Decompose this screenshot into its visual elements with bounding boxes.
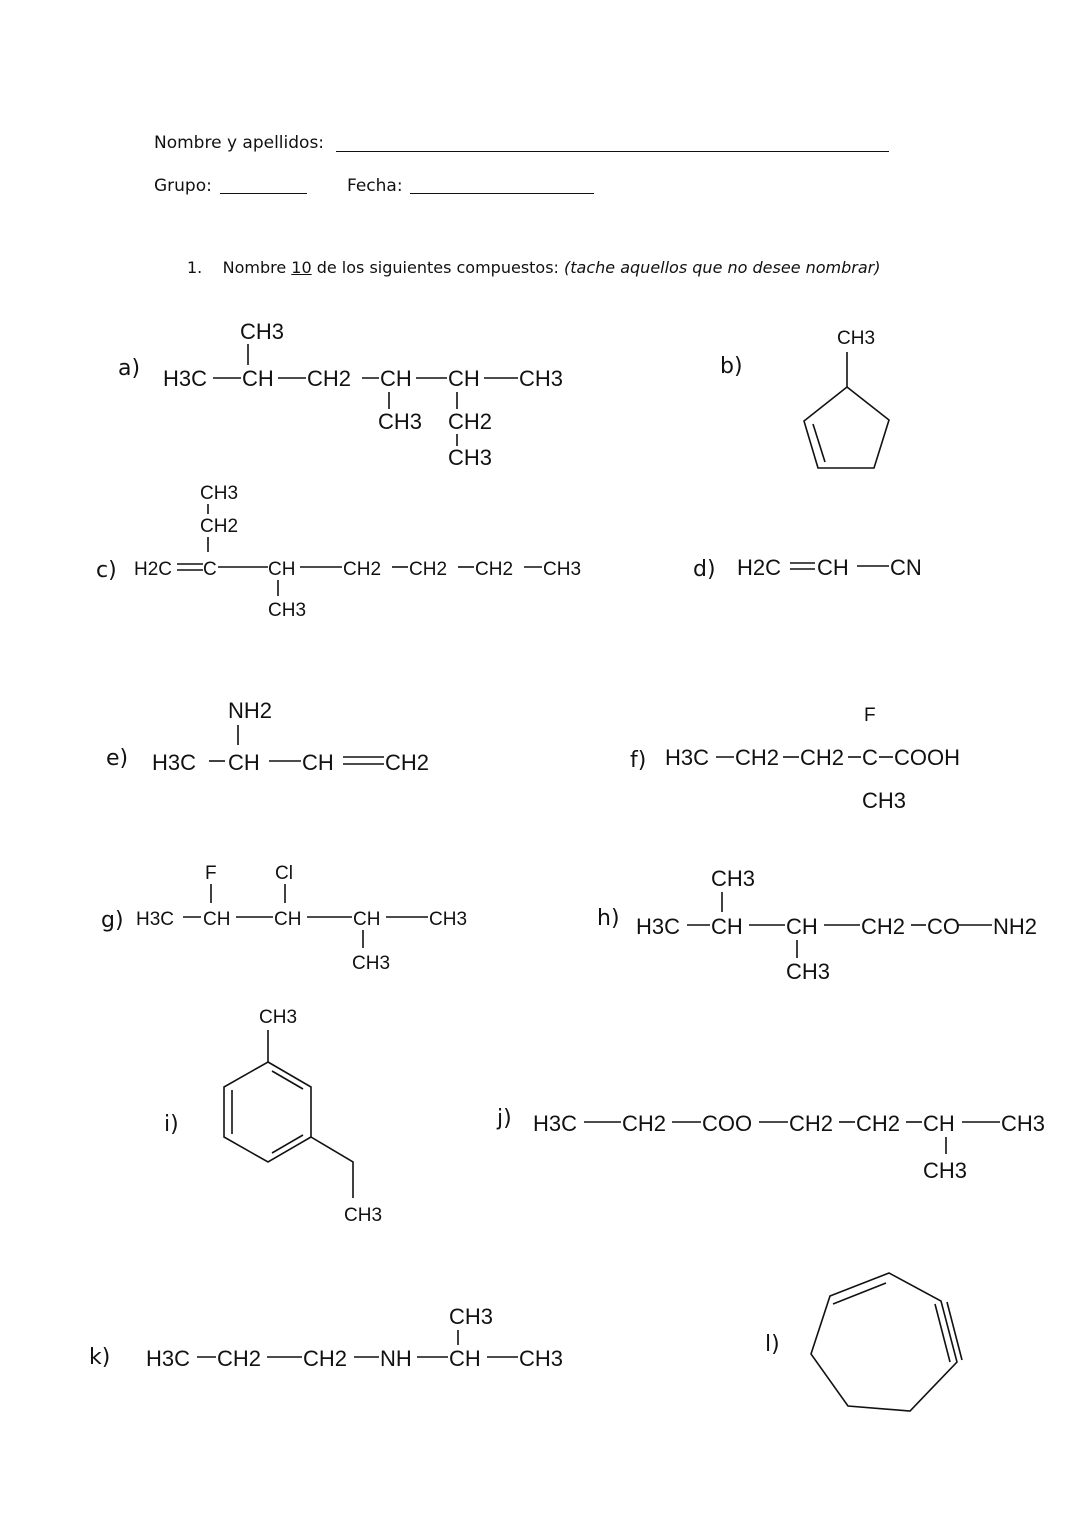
compound-j-atom: H3C: [533, 1111, 578, 1136]
compound-g-top: Cl: [275, 863, 293, 884]
compound-h-label: h): [597, 906, 620, 931]
compound-h: [597, 866, 1037, 984]
compound-c-label: c): [96, 558, 117, 583]
compound-a-atom: CH3: [519, 366, 564, 391]
compound-h-top: CH3: [711, 866, 756, 891]
compound-g-atom: CH: [274, 909, 302, 930]
compound-k-atom: CH: [449, 1346, 481, 1371]
compound-a-sub: CH2: [448, 409, 493, 434]
compound-c-atom: CH3: [543, 559, 582, 580]
compound-g-atom: CH: [353, 909, 381, 930]
compound-f-atom: CH2: [735, 745, 780, 770]
compound-e: [106, 698, 429, 775]
compound-c-atom: CH: [268, 559, 296, 580]
compound-a-atom: CH: [380, 366, 412, 391]
compound-c: [96, 483, 581, 621]
compound-e-atom: CH: [228, 750, 260, 775]
compound-c-atom: CH2: [343, 559, 382, 580]
compound-g-atom: CH3: [429, 909, 468, 930]
compound-a-top: CH3: [240, 319, 285, 344]
compound-d-atom: H2C: [737, 555, 782, 580]
compound-i: [164, 1007, 382, 1226]
compound-f-atom: C: [862, 745, 878, 770]
compound-d-atom: CH: [817, 555, 849, 580]
compound-a-atom: CH: [448, 366, 480, 391]
compound-a-atom: CH2: [307, 366, 352, 391]
compound-c-top: CH3: [200, 483, 239, 504]
compound-h-atom: NH2: [993, 914, 1038, 939]
compound-i-top: CH3: [259, 1007, 298, 1028]
question-text-mid: de los siguientes compuestos:: [311, 258, 565, 277]
compound-g-sub: CH3: [352, 953, 391, 974]
compound-j-sub: CH3: [923, 1158, 968, 1183]
compound-a-sub: CH3: [448, 445, 493, 470]
compound-j: [496, 1106, 1045, 1183]
compound-j-atom: COO: [702, 1111, 753, 1136]
compound-g-top: F: [205, 863, 217, 884]
compound-h-atom: CH: [711, 914, 743, 939]
compound-j-atom: CH2: [789, 1111, 834, 1136]
compound-k-label: k): [89, 1345, 111, 1370]
compound-h-atom: CH2: [861, 914, 906, 939]
compound-k-atom: H3C: [146, 1346, 191, 1371]
compound-h-sub: CH3: [786, 959, 831, 984]
compound-l: [765, 1273, 962, 1411]
compound-g-label: g): [101, 908, 124, 933]
compound-a-atom: H3C: [163, 366, 208, 391]
compound-c-atom: H2C: [134, 559, 173, 580]
compound-j-atom: CH: [923, 1111, 955, 1136]
question-number: 1.: [187, 258, 203, 277]
compound-i-label: i): [164, 1112, 179, 1137]
name-label: Nombre y apellidos:: [154, 133, 325, 153]
compound-e-atom: CH: [302, 750, 334, 775]
compound-b-top: CH3: [837, 328, 876, 349]
compound-h-atom: CH: [786, 914, 818, 939]
benzene-ring: [224, 1062, 311, 1162]
group-label: Grupo:: [154, 176, 212, 196]
compound-g-atom: H3C: [136, 909, 175, 930]
compound-f-atom: H3C: [665, 745, 710, 770]
compound-k-atom: NH: [380, 1346, 412, 1371]
compound-b-label: b): [720, 354, 743, 379]
compound-c-atom: C: [203, 559, 217, 580]
question-note: (tache aquellos que no desee nombrar): [564, 258, 881, 277]
compound-h-atom: H3C: [636, 914, 681, 939]
compound-f: [630, 705, 960, 813]
compound-k-atom: CH2: [217, 1346, 262, 1371]
compound-f-label: f): [630, 748, 647, 773]
compound-a-label: a): [118, 356, 141, 381]
compound-c-sub: CH3: [268, 600, 307, 621]
compound-j-atom: CH3: [1001, 1111, 1046, 1136]
compound-d: [693, 555, 922, 582]
compound-a-atom: CH: [242, 366, 274, 391]
compound-e-atom: H3C: [152, 750, 197, 775]
compound-k-atom: CH2: [303, 1346, 348, 1371]
compound-k: [89, 1304, 563, 1371]
date-label: Fecha:: [347, 176, 403, 196]
compound-j-label: j): [497, 1106, 512, 1131]
compound-g: [101, 863, 467, 974]
compound-f-sub: CH3: [862, 788, 907, 813]
compound-c-atom: CH2: [409, 559, 448, 580]
compound-j-atom: CH2: [622, 1111, 667, 1136]
compound-k-atom: CH3: [519, 1346, 564, 1371]
compound-f-atom: COOH: [894, 745, 960, 770]
compound-d-atom: CN: [890, 555, 922, 580]
compound-d-label: d): [693, 557, 716, 582]
compound-k-top: CH3: [449, 1304, 494, 1329]
question-count: 10: [291, 258, 312, 277]
compound-g-atom: CH: [203, 909, 231, 930]
compound-j-atom: CH2: [856, 1111, 901, 1136]
compound-e-top: NH2: [228, 698, 273, 723]
compound-c-top: CH2: [200, 516, 239, 537]
cycloheptyne-ring: [811, 1273, 957, 1411]
compound-f-atom: CH2: [800, 745, 845, 770]
compound-f-top: F: [864, 705, 876, 726]
cyclopentene-ring: [804, 387, 889, 468]
question-text-start: Nombre: [222, 258, 292, 277]
compound-a: [118, 319, 563, 470]
compound-h-atom: CO: [927, 914, 960, 939]
compound-c-atom: CH2: [475, 559, 514, 580]
compound-i-sub: CH3: [344, 1205, 383, 1226]
compound-e-atom: CH2: [385, 750, 430, 775]
compound-a-sub: CH3: [378, 409, 423, 434]
compound-e-label: e): [106, 746, 129, 771]
compound-b: [720, 328, 889, 468]
compound-l-label: l): [765, 1332, 780, 1357]
